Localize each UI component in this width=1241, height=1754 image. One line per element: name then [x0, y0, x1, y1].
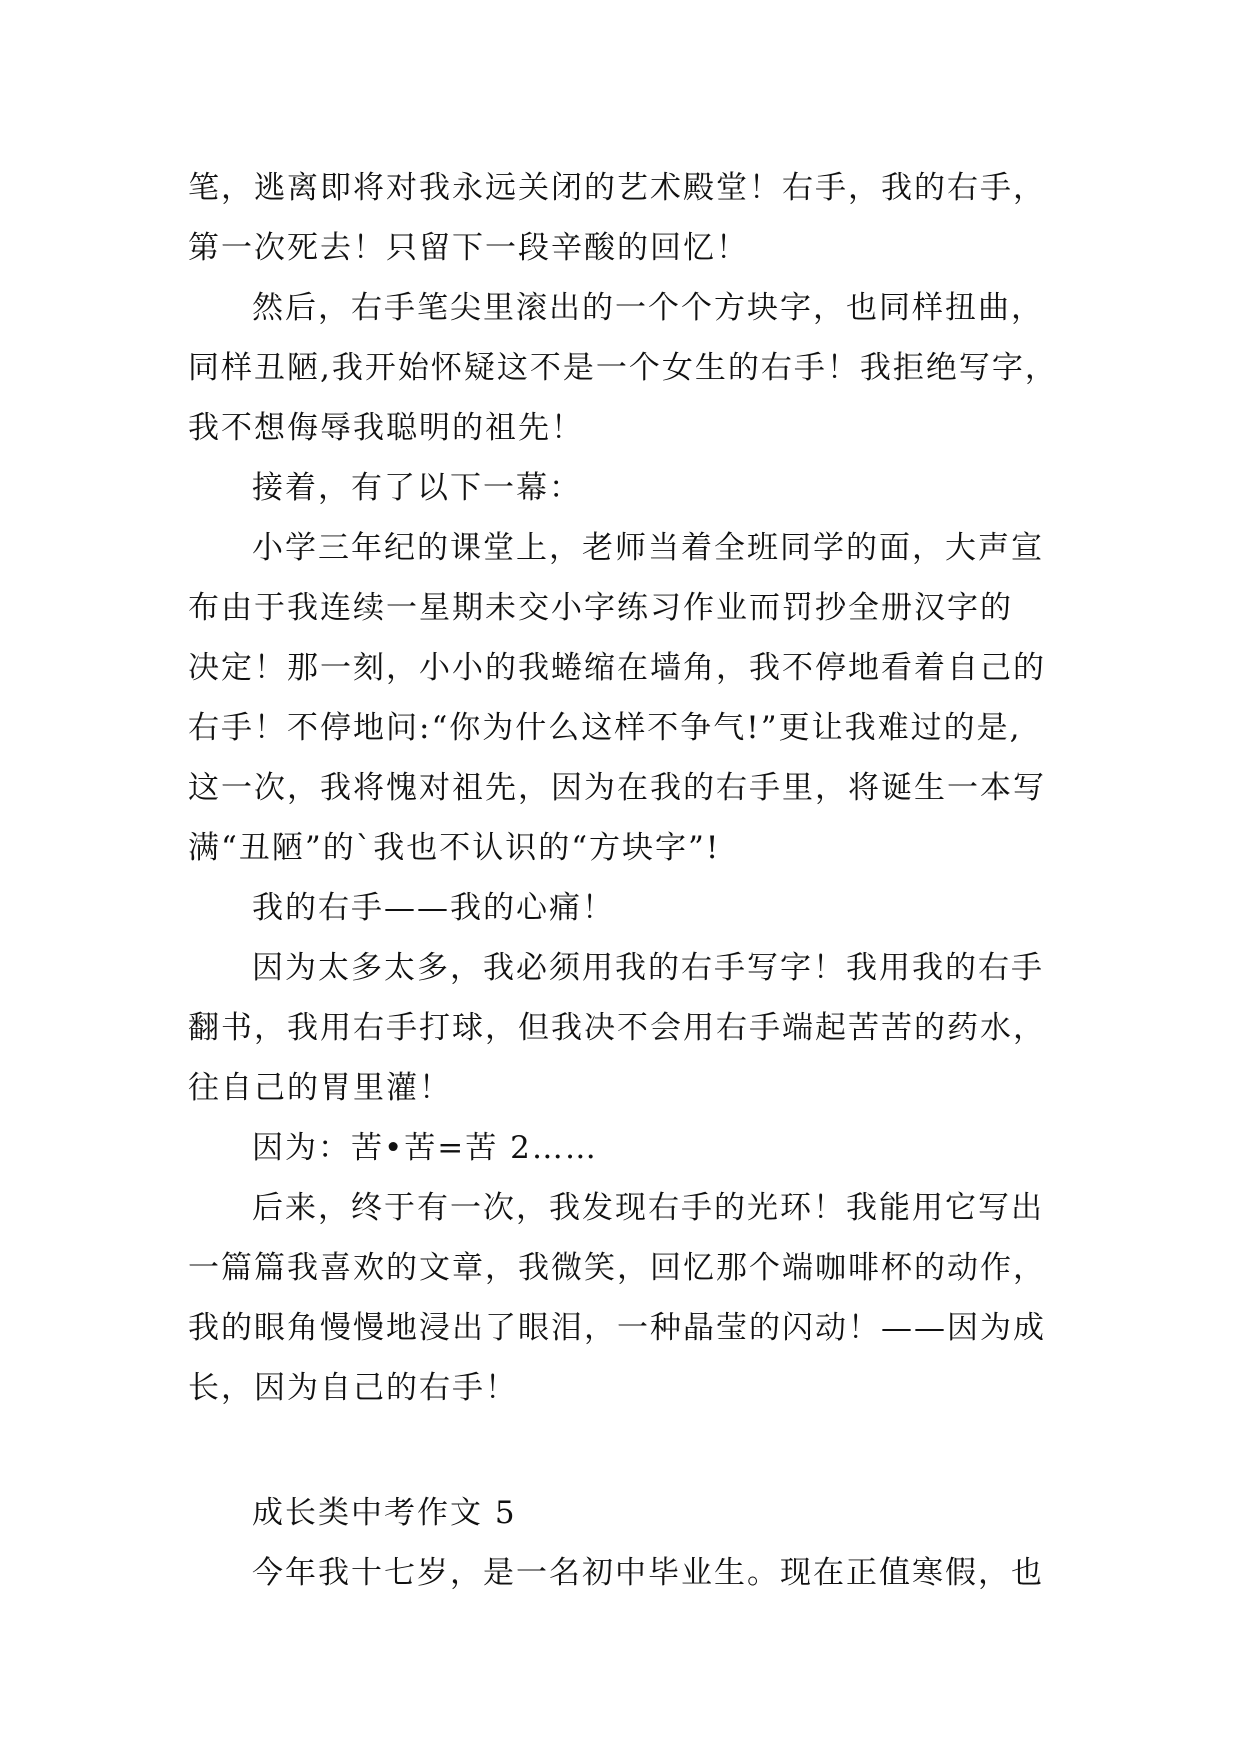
text-line: 布由于我连续一星期未交小字练习作业而罚抄全册汉字的 [188, 590, 1013, 626]
paragraph-start: 今年我十七岁，是一名初中毕业生。现在正值寒假，也 [252, 1555, 1044, 1591]
text-line: 我的眼角慢慢地浸出了眼泪，一种晶莹的闪动！——因为成 [188, 1310, 1046, 1346]
paragraph-start: 接着，有了以下一幕： [252, 470, 582, 506]
text-line: 长，因为自己的右手！ [188, 1370, 518, 1406]
section-heading: 成长类中考作文 5 [252, 1495, 517, 1531]
text-line: 第一次死去！只留下一段辛酸的回忆！ [188, 230, 749, 266]
text-line: 这一次，我将愧对祖先，因为在我的右手里，将诞生一本写 [188, 770, 1046, 806]
text-line: 满“丑陋”的`我也不认识的“方块字”! [188, 830, 721, 866]
text-line: 翻书，我用右手打球，但我决不会用右手端起苦苦的药水， [188, 1010, 1046, 1046]
text-line: 决定！那一刻，小小的我蜷缩在墙角，我不停地看着自己的 [188, 650, 1046, 686]
text-line: 右手！不停地问:“你为什么这样不争气!”更让我难过的是, [188, 710, 1022, 746]
paragraph-start: 后来，终于有一次，我发现右手的光环！我能用它写出 [252, 1190, 1044, 1226]
paragraph-start: 因为太多太多，我必须用我的右手写字！我用我的右手 [252, 950, 1044, 986]
text-line: 我不想侮辱我聪明的祖先！ [188, 410, 584, 446]
paragraph-start: 我的右手——我的心痛！ [252, 890, 615, 926]
paragraph-start: 然后，右手笔尖里滚出的一个个方块字，也同样扭曲， [252, 290, 1044, 326]
paragraph-start: 因为：苦•苦=苦 2…… [252, 1130, 598, 1166]
section-gap [188, 1418, 1068, 1483]
text-line: 笔，逃离即将对我永远关闭的艺术殿堂！右手，我的右手， [188, 170, 1046, 206]
essay-text [188, 158, 1068, 1603]
text-line: 同样丑陋,我开始怀疑这不是一个女生的右手！我拒绝写字， [188, 350, 1058, 386]
text-line: 一篇篇我喜欢的文章，我微笑，回忆那个端咖啡杯的动作， [188, 1250, 1046, 1286]
paragraph-start: 小学三年纪的课堂上，老师当着全班同学的面，大声宣 [252, 530, 1044, 566]
text-line: 往自己的胃里灌！ [188, 1070, 452, 1106]
